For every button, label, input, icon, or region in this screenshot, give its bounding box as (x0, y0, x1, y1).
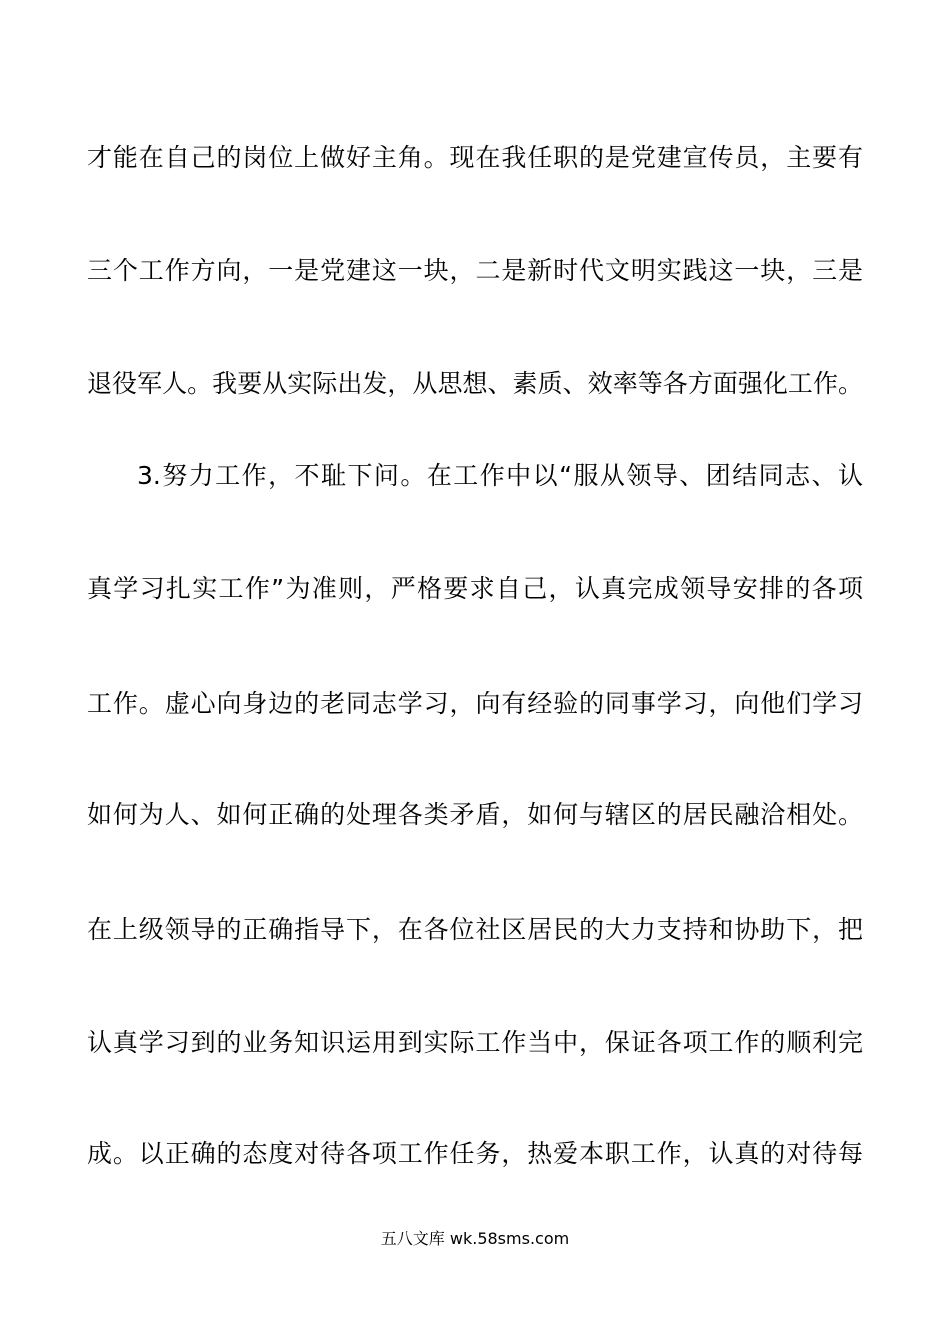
text-line: 工作。虚心向身边的老同志学习，向有经验的同事学习，向他们学习 (87, 689, 863, 718)
text-line: 才能在自己的岗位上做好主角。现在我任职的是党建宣传员，主要有 (87, 143, 863, 172)
page-footer-watermark: 五八文库 wk.58sms.com (380, 1229, 570, 1248)
text-line: 成。以正确的态度对待各项工作任务，热爱本职工作，认真的对待每 (87, 1139, 863, 1168)
text-line: 认真学习到的业务知识运用到实际工作当中，保证各项工作的顺利完 (87, 1028, 863, 1057)
text-line-paragraph-start: 3.努力工作，不耻下问。在工作中以“服从领导、团结同志、认 (137, 461, 863, 490)
text-line: 退役军人。我要从实际出发，从思想、素质、效率等各方面强化工作。 (87, 369, 863, 398)
text-line: 三个工作方向，一是党建这一块，二是新时代文明实践这一块，三是 (87, 256, 863, 285)
text-line: 真学习扎实工作”为准则，严格要求自己，认真完成领导安排的各项 (87, 574, 863, 603)
text-line: 如何为人、如何正确的处理各类矛盾，如何与辖区的居民融洽相处。 (87, 800, 863, 829)
text-line: 在上级领导的正确指导下，在各位社区居民的大力支持和协助下，把 (87, 915, 863, 944)
